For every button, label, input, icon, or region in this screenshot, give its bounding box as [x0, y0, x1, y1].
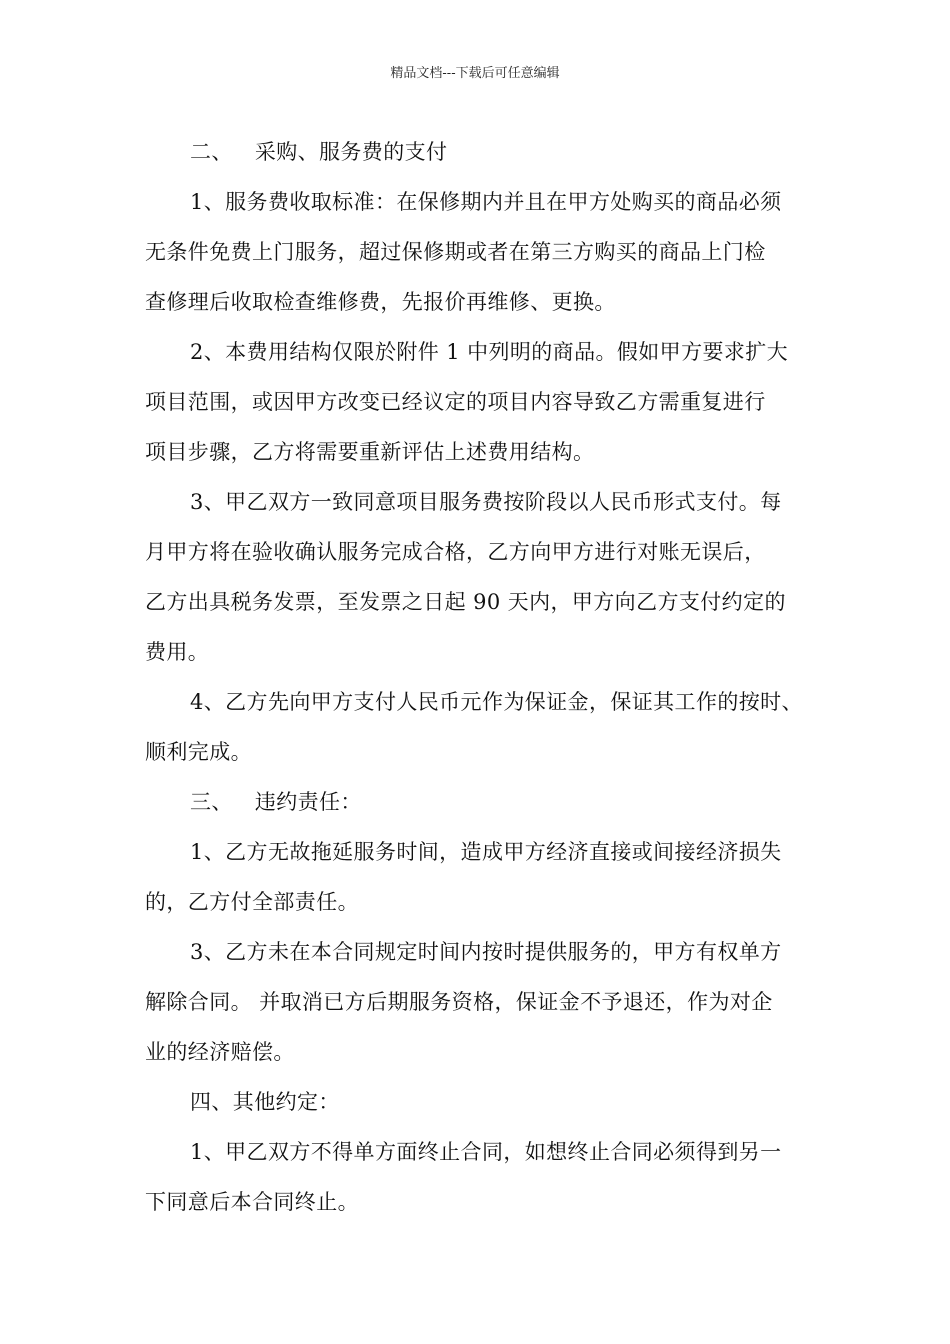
text-line: 1、甲乙双方不得单方面终止合同，如想终止合同必须得到另一	[190, 1140, 782, 1164]
text-line: 业的经济赔偿。	[145, 1040, 295, 1064]
paragraph-service-fee-standard	[145, 184, 815, 334]
paragraph-delay-liability	[145, 834, 815, 934]
text-line: 项目范围，或因甲方改变已经议定的项目内容导致乙方需重复进行	[145, 390, 766, 414]
text-line: 费用。	[145, 640, 210, 664]
section-heading-3	[145, 784, 815, 834]
text-line: 1、乙方无故拖延服务时间，造成甲方经济直接或间接经济损失	[190, 840, 782, 864]
text-line: 无条件免费上门服务，超过保修期或者在第三方购买的商品上门检	[145, 240, 766, 264]
paragraph-deposit	[145, 684, 815, 784]
text-line: 4、乙方先向甲方支付人民币元作为保证金，保证其工作的按时、	[190, 690, 803, 714]
paragraph-fee-structure	[145, 334, 815, 484]
text-line: 顺利完成。	[145, 740, 252, 764]
paragraph-termination-rights	[145, 934, 815, 1084]
text-line: 1、服务费收取标准：在保修期内并且在甲方处购买的商品必须	[190, 190, 782, 214]
text-line: 的，乙方付全部责任。	[145, 890, 359, 914]
section-number: 三、	[190, 790, 233, 814]
text-line: 月甲方将在验收确认服务完成合格，乙方向甲方进行对账无误后，	[145, 540, 766, 564]
text-line: 2、本费用结构仅限於附件 1 中列明的商品。假如甲方要求扩大	[190, 340, 789, 364]
text-line: 3、乙方未在本合同规定时间内按时提供服务的，甲方有权单方	[190, 940, 782, 964]
section-title: 采购、服务费的支付	[254, 140, 448, 164]
text-line: 3、甲乙双方一致同意项目服务费按阶段以人民币形式支付。每	[190, 490, 782, 514]
section-number: 二、	[190, 140, 233, 164]
section-title: 违约责任：	[254, 790, 362, 814]
text-line: 下同意后本合同终止。	[145, 1190, 359, 1214]
document-body	[145, 134, 815, 1234]
text-line: 项目步骤，乙方将需要重新评估上述费用结构。	[145, 440, 595, 464]
section-heading-2	[145, 134, 815, 184]
text-line: 乙方出具税务发票，至发票之日起 90 天内，甲方向乙方支付约定的	[145, 590, 786, 614]
text-line: 解除合同。 并取消已方后期服务资格，保证金不予退还，作为对企	[145, 990, 773, 1014]
paragraph-payment-terms	[145, 484, 815, 684]
text-line: 查修理后收取检查维修费，先报价再维修、更换。	[145, 290, 616, 314]
section-heading-4: 四、其他约定：	[190, 1090, 340, 1114]
page-header: 精品文档---下载后可任意编辑	[390, 66, 560, 81]
paragraph-no-unilateral-termination	[145, 1134, 815, 1234]
